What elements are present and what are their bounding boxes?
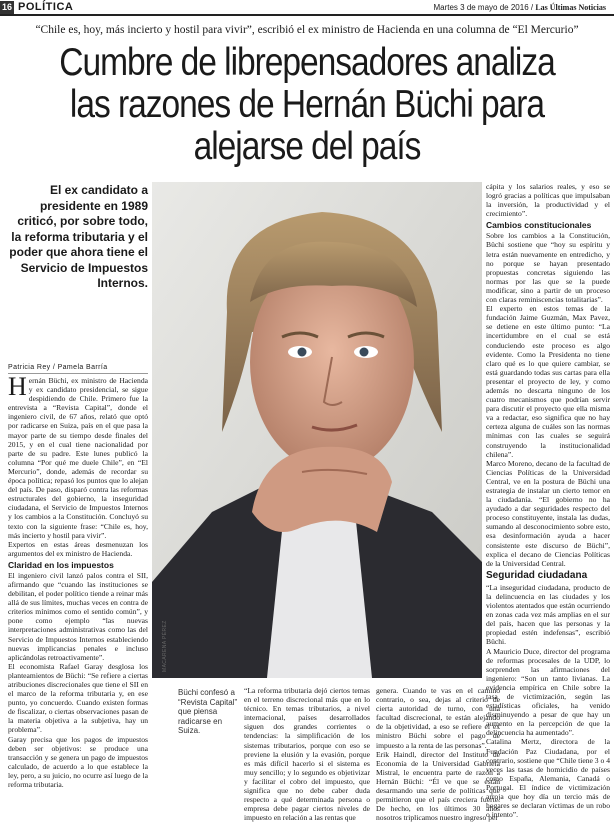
article-lead: El ex candidato a presidente en 1989 criticó, por sobre todo, la reforma tributaria y el poder que ahora tiene el Servicio de Impuestos Internos. bbox=[9, 183, 148, 290]
subheading: Cambios constitucionales bbox=[486, 220, 592, 231]
subheading: Seguridad ciudadana bbox=[486, 569, 588, 581]
issue-date: Martes 3 de mayo de 2016 / bbox=[433, 3, 534, 12]
article-kicker: “Chile es, hoy, más incierto y hostil para vivir”, escribió el ex ministro de Hacienda en una columna de “El Mercurio” bbox=[35, 24, 579, 36]
drop-cap: H bbox=[8, 372, 27, 401]
paragraph: El experto en estos temas de la fundación Jaime Guzmán, Max Pavez, se detiene en este último punto: “La incertidumbre en el cual se está conduciendo este proceso es algo evidente. Como la Presidenta no tiene claro qué es lo que quiere cambiar, se está guardando todas sus cartas para ella presentar el proyecto de ley, y como además no descarta ninguno de los cuatro mecanismos que podrían servir para discutir el proyecto que ella misma va a redactar, eso significa que no hay certeza alguna de cuáles son las normas mínimas con las cuales se seguirá construyendo la institucionalidad chilena”. bbox=[486, 304, 610, 459]
paragraph: Erik Haindl, director del Instituto de Economía de la Universidad Gabriela Mistral, le encuentra parte de razón a Hernán Büchi: “Él ve que se están desarmando una serie de políticas que permitieron que el país creciera fuerte. De hecho, en los últimos 30 años nosotros triplicamos nuestro ingreso per bbox=[376, 749, 500, 822]
paragraph: Expertos en estas áreas desmenuzan los argumentos del ex ministro de Hacienda. bbox=[8, 539, 148, 558]
headline-line: alejarse del país bbox=[193, 125, 421, 168]
photo-credit: MACARENA PÉREZ bbox=[162, 620, 168, 672]
newspaper-name: Las Últimas Noticias bbox=[535, 3, 606, 12]
portrait-image bbox=[152, 182, 482, 678]
byline: Patricia Rey / Pamela Barría bbox=[8, 364, 148, 374]
paragraph: El ingeniero civil lanzó palos contra el SII, afirmando que “cuando las instituciones se debilitan, el poder político tiende a reinar más allá de sus límites, muchas veces en contra de criterios mínimos como el sentido común”, y pone como ejemplo “las nuevas interpretaciones administrativas como las del Servicio de Impuestos Internos estableciendo nuevas implicancias penales e incluso aplicándolas retroactivamente”. bbox=[8, 570, 148, 662]
headline-line: Cumbre de librepensadores analiza bbox=[59, 41, 555, 84]
paragraph: “La inseguridad ciudadana, producto de la delincuencia en las ciudades y los violentos atentados que están ocurriendo en zonas cada vez más amplias en el sur del país, hacen que las personas y la propiedad estén indefensas”, escribió Büchi. bbox=[486, 582, 610, 647]
article-headline bbox=[43, 42, 571, 168]
headline-line: las razones de Hernán Büchi para bbox=[69, 83, 545, 126]
portrait-photo bbox=[152, 182, 482, 678]
section-title: POLÍTICA bbox=[18, 1, 74, 13]
article-column-2 bbox=[244, 686, 370, 822]
dateline bbox=[433, 2, 606, 14]
paragraph: genera. Cuando te vas en el camino contrario, o sea, dejas al criterio de cierta autoridad de turno, con una facultad discrecional, te están alejando de la objetividad, a eso se refiere el ex ministro Büchi sobre el pago de impuesto a la renta de las personas”. bbox=[376, 686, 500, 750]
paragraph: A Mauricio Duce, director del programa de reformas procesales de la UDP, lo sorprenden las afirmaciones del ingeniero: “Son un tanto livianas. La evidencia empírica en Chile sobre la tasa de victimización, según las estadísticas oficiales, ha venido disminuyendo a pesar de que hay un aumento en la percepción de que la delincuencia ha aumentado”. bbox=[486, 646, 610, 738]
paragraph: El economista Rafael Garay desglosa los planteamientos de Büchi: “Se refiere a ciertas atribuciones discrecionales que tiene el SII en el marco de la reforma tributaria y, en ese punto, yo concuerdo. Cuando existen formas de fiscalizar, o ciertas observaciones pasan de la materia objetiva a la subjetiva, hay un problema”. bbox=[8, 661, 148, 735]
page-number: 16 bbox=[1, 2, 12, 12]
paragraph: Hernán Büchi, ex ministro de Hacienda y ex candidato presidencial, se sigue despidiendo de Chile. Primero fue la entrevista a “Revista Capital”, donde el ingeniero civil, de 67 años, relató que optó por radicarse en Suiza, país en el que pasa la mayor parte de su tiempo desde finales del 2015, y en el cual tiene nacionalidad por parte de su padre. Este lunes publicó la columna “Por qué me duele Chile”, en “El Mercurio”, donde, además de recordar su época política; repasó los puntos que lo alejan del país. De paso, disparó contra las reformas estructurales del gobierno, la inseguridad ciudadana, el Servicio de Impuestos Internos y los cambios a la Constitución. Concluyó su texto con la siguiente frase: “Chile es, hoy, más incierto y hostil para vivir”. bbox=[8, 372, 148, 540]
page-header bbox=[0, 0, 614, 16]
article-column-3 bbox=[376, 686, 500, 822]
photo-caption: Büchi confesó a “Revista Capital” que piensa radicarse en Suiza. bbox=[178, 688, 238, 735]
article-column-1 bbox=[8, 372, 148, 790]
paragraph: Garay precisa que los pagos de impuestos deben ser objetivos: se produce una transacción y se genera un pago de impuestos calculado, de acuerdo a lo que establece la ley, pero, a su juicio, no ocurre así luego de la reforma tributaria. bbox=[8, 734, 148, 790]
paragraph: Sobre los cambios a la Constitución, Büchi sostiene que “hoy su espíritu y letra están nuevamente en entredicho, y no porque se hayan presentado propuestas concretas siguiendo las normas por las que se la puede modificar, sino a partir de un proceso con claras reminiscencias totalitarias”. bbox=[486, 231, 610, 305]
article-column-4 bbox=[486, 182, 610, 820]
paragraph: Marco Moreno, decano de la facultad de Ciencias Políticas de la Universidad Central, ve en la postura de Büchi una estrategia de instalar un cierto temor en la ciudadanía. “El gobierno no ha ayudado a dar seguridades respecto del proceso constituyente, instala las dudas, sumando al desconocimiento sobre esto, esa desinformación ayuda a hacer consistente este discurso de Büchi”, explica el decano de Ciencias Políticas de la Universidad Central. bbox=[486, 458, 610, 568]
subheading: Claridad en los impuestos bbox=[8, 559, 114, 570]
paragraph: Catalina Mertz, directora de la Fundación Paz Ciudadana, por el contrario, sostiene que “Chile tiene 3 o 4 veces las tasas de homicidio de países como España, Alemania, Canadá o Portugal. El índice de victimización arroja que hoy día un tercio más de hogares se declaran víctimas de un robo o intento”. bbox=[486, 737, 610, 820]
paragraph: cápita y los salarios reales, y eso se logró gracias a políticas que impulsaban la inversión, la productividad y el crecimiento”. bbox=[486, 182, 610, 219]
paragraph: “La reforma tributaria dejó ciertos temas en el terreno discrecional más que en lo técnico. En temas tributarios, a nivel internacional, países desarrollados siguen dos grandes corrientes o tendencias: la simplificación de los sistemas tributarios, porque con eso se previene la elusión y la evasión, porque es más difícil hacerlo si el sistema es muy sencillo; y lo segundo es objetivizar y facilitar el cobro del impuesto, que significa que no debe caber duda respecto a qué determinada persona o empresa debe pagar ciertos niveles de impuesto en relación a las rentas que bbox=[244, 686, 370, 822]
